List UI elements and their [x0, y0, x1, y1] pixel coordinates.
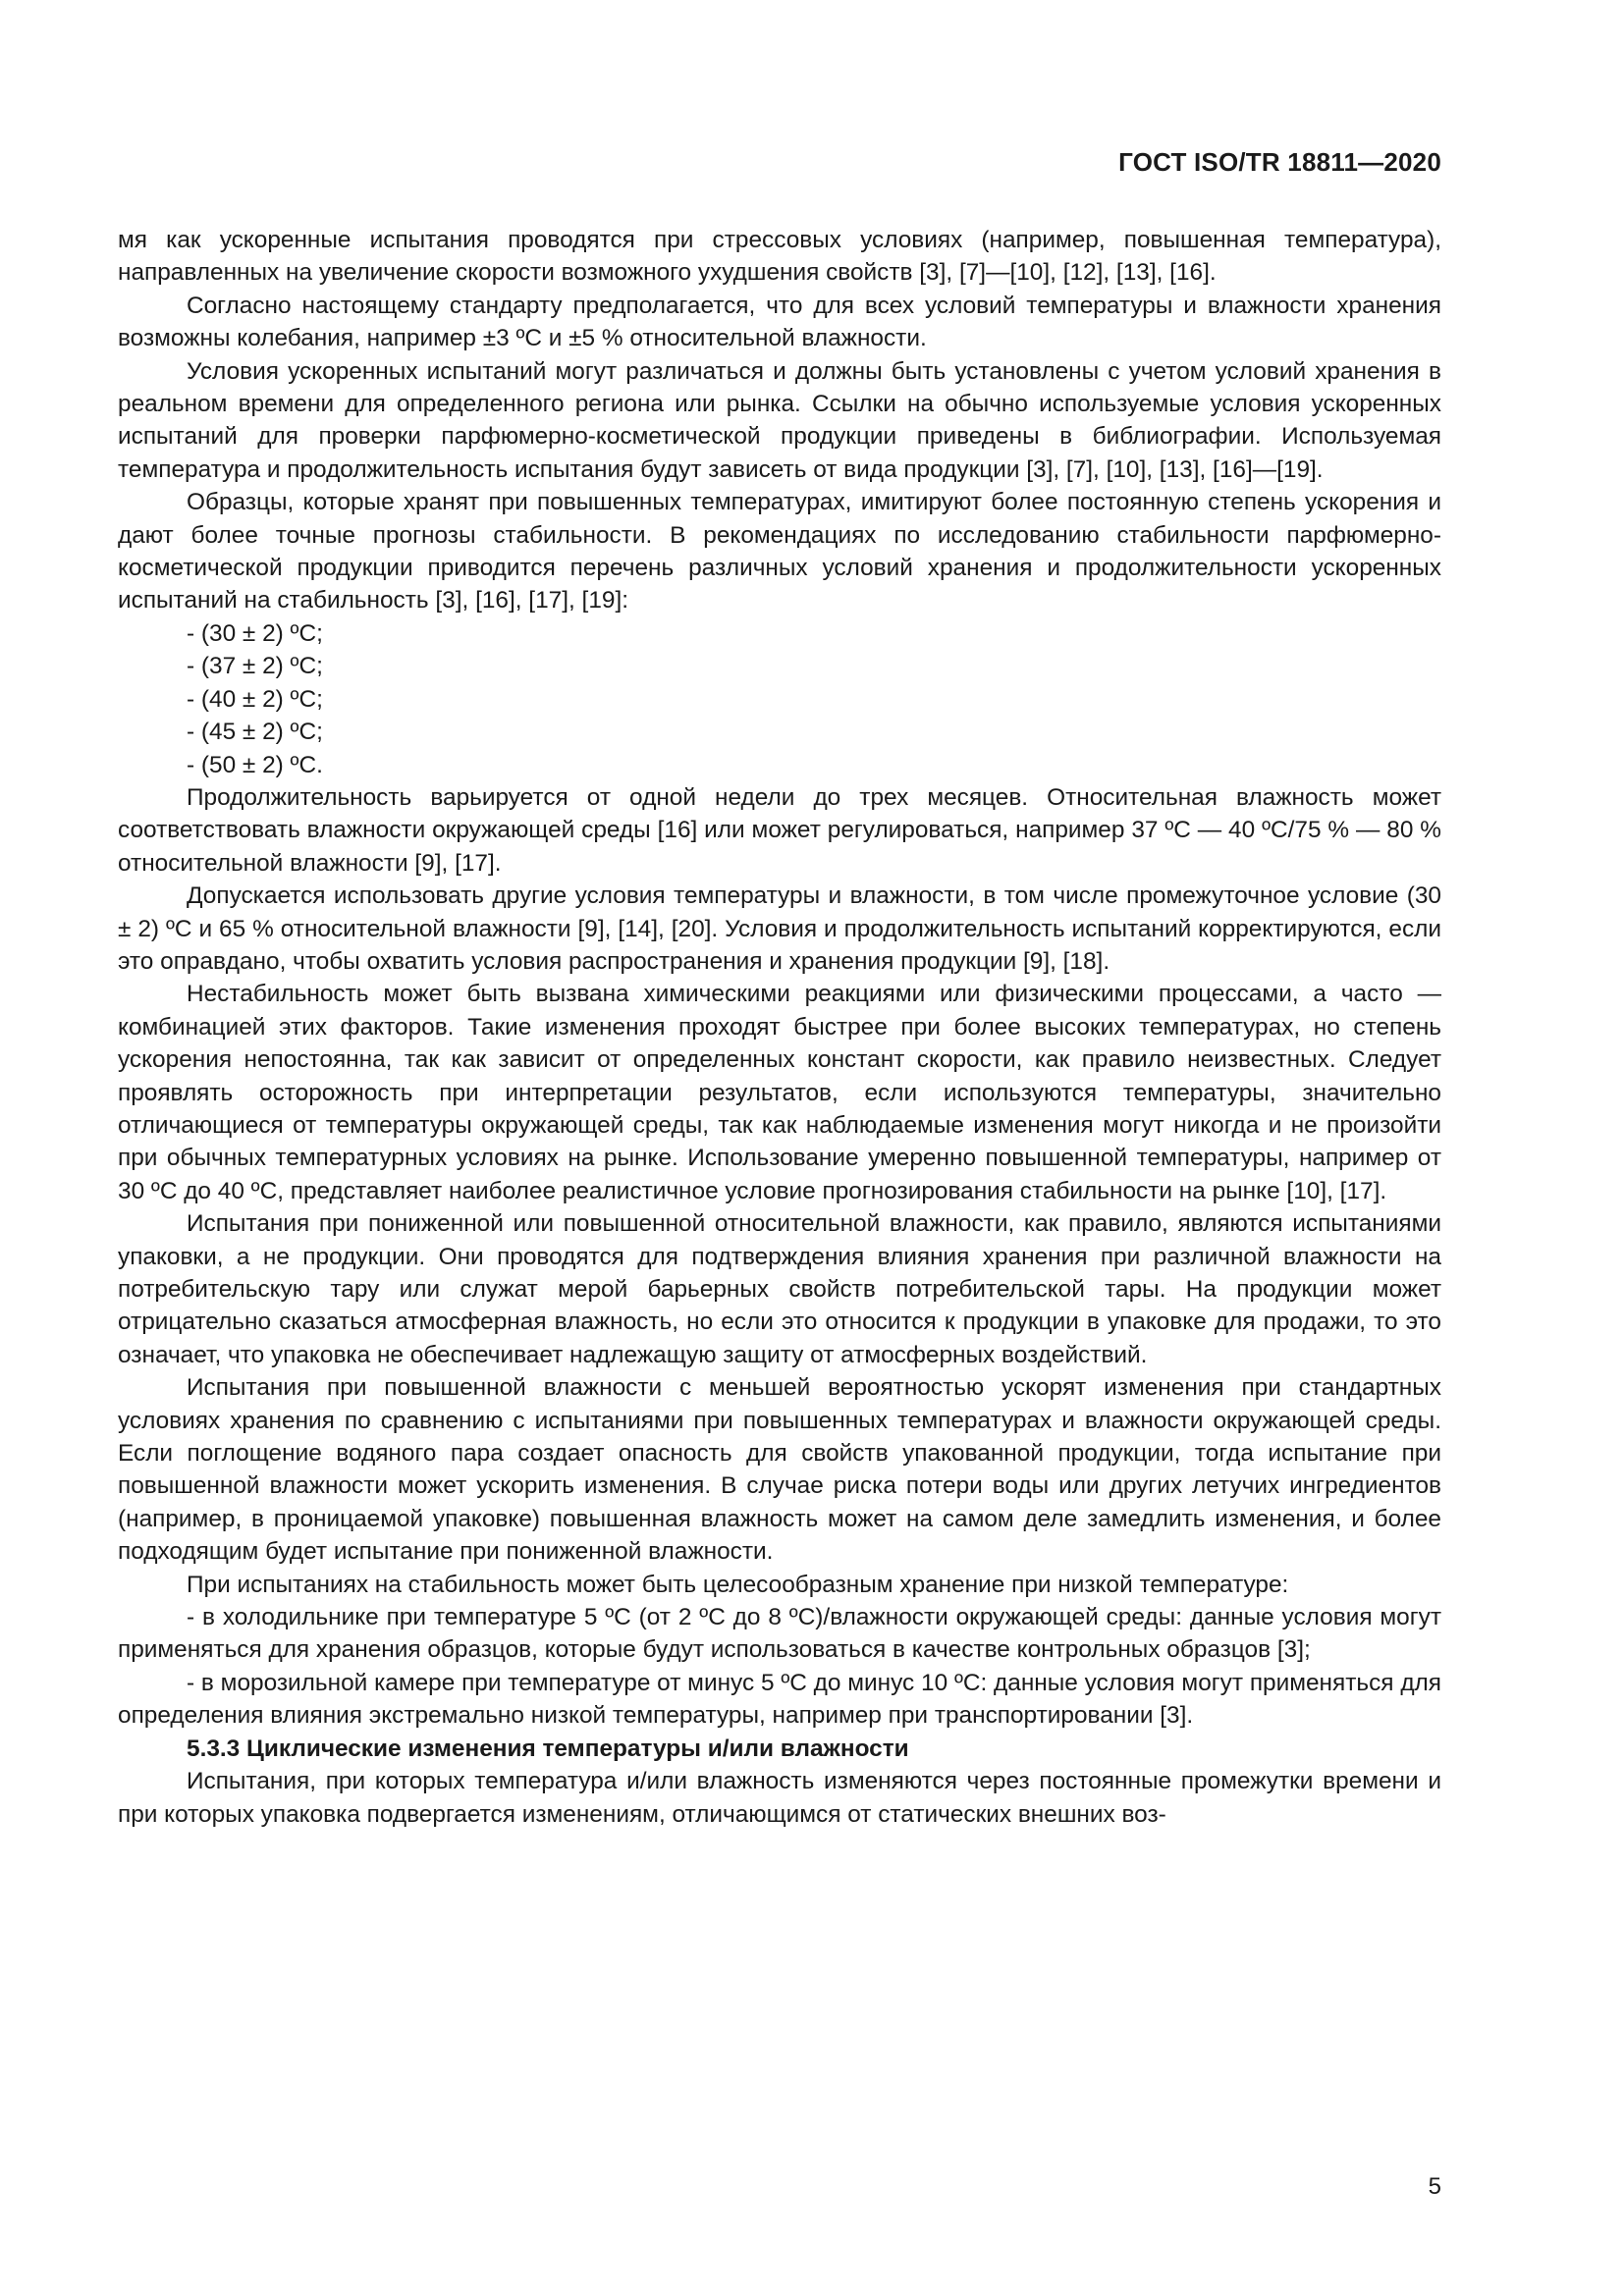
paragraph: Испытания, при которых температура и/или влажность изменяются через постоянные промежутки времени и при которых упаковка подвергается изменениям, отличающимся от статических внешних воз-	[118, 1768, 1441, 1828]
list-item: - (40 ± 2) ºС;	[187, 685, 323, 713]
paragraph: Нестабильность может быть вызвана химическими реакциями или физическими процессами, а часто — комбинацией этих факторов. Такие изменения проходят быстрее при более высоких температурах, но степень ускорения непостоянна, так как зависит от определенных констант скорости, как правило неизвестных. Следует проявлять осторожность при интерпретации результатов, если используются температуры, значительно отличающиеся от температуры окружающей среды, так как наблюдаемые изменения могут никогда и не произойти при обычных температурных условиях на рынке. Использование умеренно повышенной температуры, например от 30 ºС до 40 ºС, представляет наиболее реалистичное условие прогнозирования стабильности на рынке [10], [17].	[118, 981, 1441, 1204]
paragraph: Продолжительность варьируется от одной недели до трех месяцев. Относительная влажность может соответствовать влажности окружающей среды [16] или может регулироваться, например 37 ºС — 40 ºС/75 % — 80 % относительной влажности [9], [17].	[118, 783, 1441, 877]
list-item: - (45 ± 2) ºС;	[187, 719, 323, 746]
list-item: - (30 ± 2) ºС;	[187, 619, 323, 647]
document-body	[118, 224, 1441, 1831]
paragraph: Допускается использовать другие условия температуры и влажности, в том числе промежуточное условие (30 ± 2) ºС и 65 % относительной влажности [9], [14], [20]. Условия и продолжительность испытаний корректируются, если это оправдано, чтобы охватить условия распространения и хранения продукции [9], [18].	[118, 882, 1441, 975]
paragraph: Испытания при повышенной влажности с меньшей вероятностью ускорят изменения при стандартных условиях хранения по сравнению с испытаниями при повышенных температурах и влажности окружающей среды. Если поглощение водяного пара создает опасность для свойств упакованной продукции, тогда испытание при повышенной влажности может ускорить изменения. В случае риска потери воды или других летучих ингредиентов (например, в проницаемой упаковке) повышенная влажность может на самом деле замедлить изменения, и более подходящим будет испытание при пониженной влажности.	[118, 1374, 1441, 1566]
conditions-list	[118, 617, 1441, 781]
paragraph: Условия ускоренных испытаний могут различаться и должны быть установлены с учетом условий хранения в реальном времени для определенного региона или рынка. Ссылки на обычно используемые условия ускоренных испытаний для проверки парфюмерно-косметической продукции приведены в библиографии. Используемая температура и продолжительность испытания будут зависеть от вида продукции [3], [7], [10], [13], [16]—[19].	[118, 357, 1441, 483]
paragraph: - в морозильной камере при температуре от минус 5 ºС до минус 10 ºС: данные условия могут применяться для определения влияния экстремально низкой температуры, например при транспортировании [3].	[118, 1669, 1441, 1730]
standard-header: ГОСТ ISO/TR 18811—2020	[1118, 147, 1441, 177]
section-heading: 5.3.3 Циклические изменения температуры и/или влажности	[187, 1735, 909, 1762]
paragraph: - в холодильнике при температуре 5 ºС (от 2 ºС до 8 ºС)/влажности окружающей среды: данные условия могут применяться для хранения образцов, которые будут использоваться в качестве контрольных образцов [3];	[118, 1604, 1441, 1664]
paragraph: При испытаниях на стабильность может быть целесообразным хранение при низкой температуре:	[187, 1571, 1289, 1598]
paragraph: Испытания при пониженной или повышенной относительной влажности, как правило, являются испытаниями упаковки, а не продукции. Они проводятся для подтверждения влияния хранения при различной влажности на потребительскую тару или служат мерой барьерных свойств потребительской тары. На продукции может отрицательно сказаться атмосферная влажность, но если это относится к продукции в упаковке для продажи, то это означает, что упаковка не обеспечивает надлежащую защиту от атмосферных воздействий.	[118, 1210, 1441, 1368]
paragraph: Образцы, которые хранят при повышенных температурах, имитируют более постоянную степень ускорения и дают более точные прогнозы стабильности. В рекомендациях по исследованию стабильности парфюмерно-косметической продукции приводится перечень различных условий хранения и продолжительности ускоренных испытаний на стабильность [3], [16], [17], [19]:	[118, 489, 1441, 614]
paragraph: Согласно настоящему стандарту предполагается, что для всех условий температуры и влажности хранения возможны колебания, например ±3 ºС и ±5 % относительной влажности.	[118, 292, 1441, 352]
list-item: - (50 ± 2) ºС.	[187, 751, 323, 778]
page-number: 5	[1428, 2173, 1441, 2200]
list-item: - (37 ± 2) ºС;	[187, 653, 323, 680]
paragraph: мя как ускоренные испытания проводятся при стрессовых условиях (например, повышенная температура), направленных на увеличение скорости возможного ухудшения свойств [3], [7]—[10], [12], [13], [16].	[118, 227, 1441, 287]
